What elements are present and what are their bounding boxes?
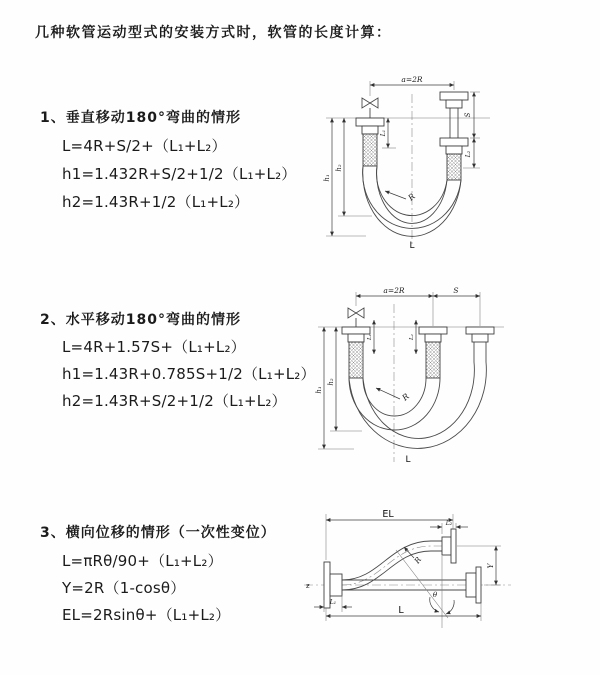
pipe-end-left	[342, 327, 370, 378]
dim-label-h1: h₁	[323, 174, 331, 182]
dim-label-EL: EL	[382, 509, 394, 520]
section-1-heading: 1、垂直移动180°弯曲的情形	[40, 110, 241, 126]
dimension-EL	[326, 509, 453, 560]
dim-label-L2: L₂	[445, 520, 453, 527]
valve-icon	[348, 308, 364, 327]
diagram-horizontal-move-180-bend	[308, 282, 596, 474]
section-1-formula-L: L=4R+S/2+（L₁+L₂）	[62, 137, 227, 155]
valve-icon	[362, 98, 378, 118]
dim-label-L: L	[398, 605, 404, 616]
dim-label-R: R	[400, 391, 411, 403]
pipe-end-middle	[419, 327, 447, 378]
section-2-formula-h1: h1=1.43R+0.785S+1/2（L₁+L₂）	[62, 365, 316, 383]
section-1-formula-h1: h1=1.432R+S/2+1/2（L₁+L₂）	[62, 165, 297, 183]
section-1-formula-h2: h2=1.43R+1/2（L₁+L₂）	[62, 193, 250, 211]
section-3-formula-L: L=πRθ/90+（L₁+L₂）	[62, 552, 223, 570]
section-2-formula-h2: h2=1.43R+S/2+1/2（L₁+L₂）	[62, 392, 287, 410]
dim-label-S: S	[464, 112, 472, 118]
dim-label-R: R	[406, 191, 417, 203]
dim-label-h2: h₂	[335, 164, 343, 172]
section-2-heading: 2、水平移动180°弯曲的情形	[40, 312, 241, 328]
dim-label-h1: h₁	[315, 386, 323, 394]
diagram-lateral-displacement	[296, 500, 598, 645]
dim-label-h2: h₂	[327, 378, 335, 386]
s-curve-hose-displaced	[342, 529, 456, 590]
dim-label-L2: L₂	[465, 150, 472, 158]
dim-label-L1: L₁	[367, 334, 373, 340]
braid-section	[349, 342, 363, 378]
dimension-S	[433, 286, 480, 326]
dimension-L1	[367, 320, 374, 354]
section-3-formula-Y: Y=2R（1-cosθ）	[62, 579, 186, 597]
dimension-L1	[314, 595, 352, 612]
page-title: 几种软管运动型式的安装方式时，软管的长度计算：	[35, 25, 392, 41]
dimension-h1	[323, 118, 366, 236]
dimension-L2	[409, 320, 416, 354]
dimension-L2	[430, 520, 468, 534]
dim-label-L1: L₁	[380, 129, 387, 137]
hose-u-arcs	[349, 362, 486, 448]
section-3-formula-EL: EL=2Rsinθ+（L₁+L₂）	[62, 606, 231, 624]
dim-label-Y: Y	[486, 563, 495, 569]
dim-label-a2R: a=2R	[401, 75, 423, 84]
pipe-end-left	[356, 118, 384, 166]
angle-label-theta: θ	[432, 591, 438, 599]
braid-section	[447, 154, 461, 180]
diagram-vertical-move-180-bend	[312, 70, 598, 260]
dimension-h1	[315, 327, 354, 449]
dim-label-L: L	[405, 455, 411, 465]
dim-label-a2R: a=2R	[383, 286, 405, 295]
braid-section	[426, 342, 440, 378]
dimension-a2R	[356, 286, 433, 326]
dim-label-L: L	[409, 241, 415, 251]
pipe-end-right-shifted	[466, 327, 494, 362]
dim-label-L1: L₁	[329, 599, 337, 606]
dim-label-S: S	[453, 286, 459, 295]
braid-section	[363, 134, 377, 166]
pipe-end-right	[440, 92, 468, 180]
dim-label-R: R	[412, 555, 424, 566]
centerline-mark: ƶ	[306, 582, 310, 590]
radius-callout	[376, 388, 411, 403]
dim-label-L2: L₂	[409, 334, 415, 340]
dimension-L	[326, 603, 481, 621]
section-2-formula-L: L=4R+1.57S+（L₁+L₂）	[62, 338, 246, 356]
section-3-heading: 3、横向位移的情形（一次性变位）	[40, 525, 276, 541]
